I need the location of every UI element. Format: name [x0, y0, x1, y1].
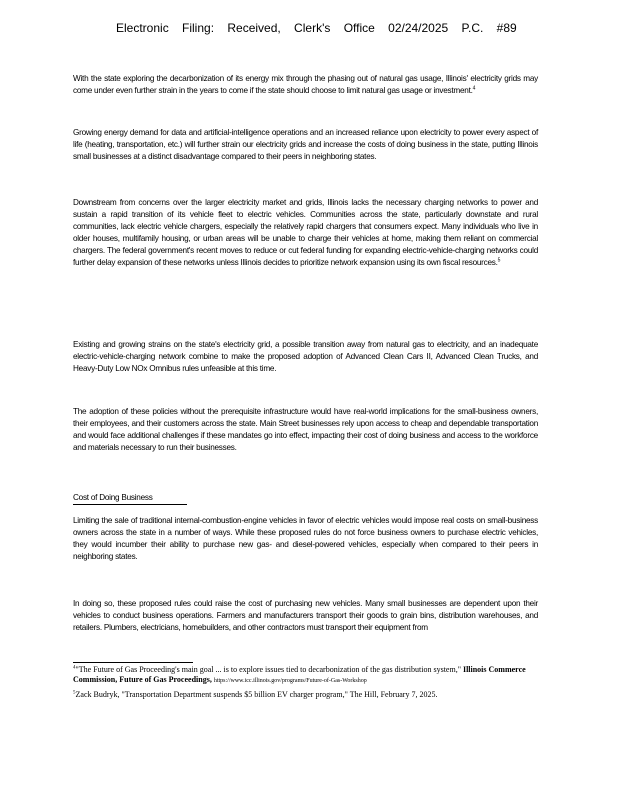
paragraph-text: Growing energy demand for data and artificial-intelligence operations and an increased reliance upon electricity to power every aspect of life (heating, transportation, etc.) will further strain our electricity grids and increase the costs of doing business in the state, putting Illinois small businesses at a distinct disadvantage compared to their peers in neighboring states.	[73, 128, 538, 161]
paragraph-text: Limiting the sale of traditional internal-combustion-engine vehicles in favor of electric vehicles would impose real costs on small-business owners across the state in a number of ways. While these proposed rules do not force business owners to purchase electric vehicles, they would incumber their ability to purchase new gas- and diesel-powered vehicles, especially when compared to their peers in neighboring states.	[73, 516, 538, 561]
footnote-link[interactable]: https://www.icc.illinois.gov/programs/Future-of-Gas-Workshop	[213, 678, 367, 684]
paragraph-limiting-sale	[73, 515, 538, 563]
footnote-number: 5	[73, 690, 76, 696]
footnote-marker: 4	[472, 85, 476, 92]
paragraph-vehicle-costs	[73, 598, 538, 634]
footnote-divider	[73, 662, 193, 663]
paragraph-grid-strain	[73, 73, 538, 97]
filing-stamp-header: Electronic Filing: Received, Clerk's Office 02/24/2025 P.C. #89	[116, 21, 517, 35]
footnote-source: Illinois Commerce Commission, Future of Gas Proceedings,	[73, 665, 526, 684]
paragraph-energy-demand	[73, 127, 538, 163]
footnote-quote: "The Future of Gas Proceeding's main goal ... is to explore issues tied to decarbonization of the gas distribution system,"	[75, 665, 461, 674]
section-heading-cost-of-doing-business: Cost of Doing Business	[73, 492, 187, 505]
footnote-number: 4	[73, 665, 76, 671]
footnote-4	[73, 665, 540, 686]
footnote-citation: Zack Budryk, "Transportation Department suspends $5 billion EV charger program," The Hill, February 7, 2025.	[75, 690, 438, 699]
paragraph-real-world-implications	[73, 406, 538, 454]
footnote-marker: 5	[497, 257, 501, 264]
paragraph-text: With the state exploring the decarbonization of its energy mix through the phasing out of natural gas usage, Illinois' electricity grids may come under even further strain in the years to come if the state should choose to limit natural gas usage or investment.	[73, 74, 538, 95]
paragraph-text: The adoption of these policies without the prerequisite infrastructure would have real-world implications for the small-business owners, their employees, and their customers across the state. Main Street businesses rely upon access to cheap and dependable transportation and would face additional challenges if these mandates go into effect, impacting their cost of doing business and access to the workforce and materials necessary to run their businesses.	[73, 407, 538, 452]
paragraph-text: In doing so, these proposed rules could raise the cost of purchasing new vehicles. Many small businesses are dependent upon their vehicles to conduct business operations. Farmers and manufacturers transport their goods to grain bins, distribution warehouses, and retailers. Plumbers, electricians, homebuilders, and other contractors must transport their equipment from	[73, 599, 538, 632]
paragraph-text: Downstream from concerns over the larger electricity market and grids, Illinois lacks the necessary charging networks to power and sustain a rapid transition of its vehicle fleet to electric vehicles. Communities across the state, particularly downstate and rural communities, lack electric vehicle chargers, especially the relatively rapid chargers that consumers expect. Many individuals who live in older houses, multifamily housing, or urban areas will be unable to charge their vehicles at home, making them reliant on commercial chargers. The federal government's recent moves to reduce or cut federal funding for expanding electric-vehicle-charging networks could further delay expansion of these networks unless Illinois decides to prioritize network expansion using its own fiscal resources.	[73, 198, 538, 267]
footnote-5	[73, 690, 540, 700]
paragraph-charging-networks	[73, 197, 538, 269]
footnotes	[73, 665, 540, 704]
paragraph-rules-unfeasible	[73, 339, 538, 375]
paragraph-text: Existing and growing strains on the state's electricity grid, a possible transition away from natural gas to electricity, and an inadequate electric-vehicle-charging network combine to make the proposed adoption of Advanced Clean Cars II, Advanced Clean Trucks, and Heavy-Duty Low NOx Omnibus rules unfeasible at this time.	[73, 340, 538, 373]
